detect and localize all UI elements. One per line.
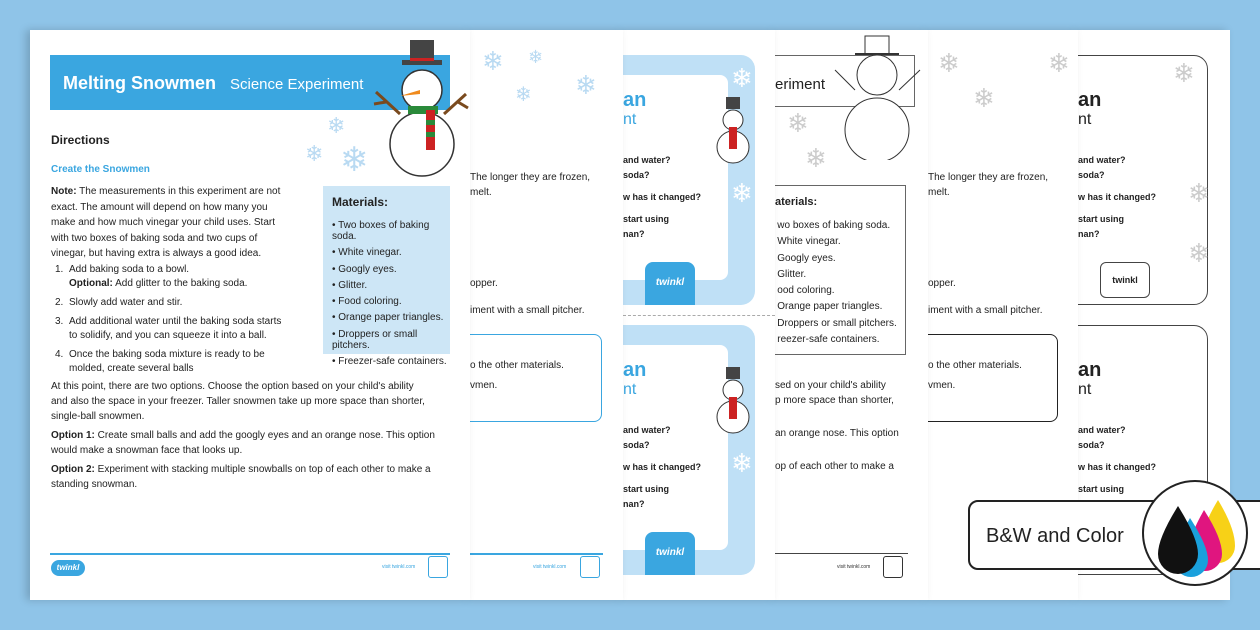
text-line: vmen.: [470, 380, 498, 391]
step-number: 1.: [55, 264, 64, 275]
text-line: standing snowman.: [51, 479, 138, 490]
footer-link[interactable]: visit twinkl.com: [382, 564, 416, 570]
badge-label: B&W and Color: [986, 525, 1124, 547]
card-question: soda?: [623, 440, 650, 450]
text-line: o the other materials.: [928, 360, 1022, 371]
step-text: Add glitter to the baking soda.: [115, 278, 248, 289]
material-item: • reezer-safe containers.: [775, 334, 897, 345]
page-title: eriment: [775, 76, 826, 93]
card-question: soda?: [1078, 170, 1105, 180]
title-bold: Melting Snowmen: [63, 73, 216, 93]
card-question: w has it changed?: [1078, 462, 1157, 472]
color-page-two: ❄ ❄ ❄ ❄ The longer they are frozen, melt. opper. iment with a small pitcher. o the other materials. vmen. visit twinkl.com: [470, 30, 623, 600]
step-number: 4.: [55, 349, 64, 360]
card-title: an: [623, 89, 647, 111]
text-line: opper.: [928, 278, 956, 289]
twinkl-logo: twinkl: [1100, 262, 1150, 298]
footer-link[interactable]: visit twinkl.com: [837, 564, 871, 570]
card-question: and water?: [1078, 425, 1126, 435]
text-line: Experiment with stacking multiple snowballs on top of each other to make a: [97, 464, 431, 475]
text-line: p more space than shorter,: [775, 395, 894, 406]
title-rest: Science Experiment: [230, 76, 364, 93]
text-line: melt.: [928, 187, 950, 198]
text-line: op of each other to make a: [775, 461, 894, 472]
text-line: opper.: [470, 278, 498, 289]
text-line: melt.: [470, 187, 492, 198]
material-item: • Glitter.: [775, 269, 897, 280]
steps-list: [55, 263, 281, 376]
materials-list: [332, 220, 450, 372]
material-item: • White vinegar.: [332, 247, 450, 258]
card-question: start using: [1078, 484, 1125, 494]
step-text: Add additional water until the baking soda starts: [69, 316, 282, 327]
card-question: soda?: [623, 170, 650, 180]
subheading: Create the Snowmen: [51, 164, 150, 175]
card-title: an: [1078, 359, 1102, 381]
step-text: molded, create several balls: [69, 363, 194, 374]
snowman-outline-icon: [825, 30, 925, 160]
card-title: an: [623, 359, 647, 381]
material-item: • White vinegar.: [775, 236, 897, 247]
card-question: and water?: [623, 425, 671, 435]
twinkl-logo: twinkl: [645, 532, 695, 575]
materials-list: [775, 220, 897, 350]
note-paragraph: [51, 184, 280, 262]
material-item: • Droppers or small pitchers.: [775, 318, 897, 329]
text-line: with two boxes of baking soda and two cups of: [51, 232, 258, 244]
card-subtitle: nt: [623, 111, 637, 128]
step-text: Slowly add water and stir.: [69, 297, 183, 308]
text-line: would make a snowman face that looks up.: [51, 445, 243, 456]
material-item: • wo boxes of baking soda.: [775, 220, 897, 231]
text-line: exact. The amount will depend on how many you: [51, 201, 268, 213]
snowman-icon: [708, 92, 758, 167]
card-question: start using: [623, 484, 670, 494]
option-label: Option 1:: [51, 430, 95, 441]
twinkl-logo: twinkl: [51, 560, 85, 576]
text-line: Create small balls and add the googly eyes and an orange nose. This option: [97, 430, 435, 441]
text-line: At this point, there are two options. Choose the option based on your child's ability: [51, 381, 414, 392]
card-question: start using: [1078, 214, 1125, 224]
material-item: • Freezer-safe containers.: [332, 356, 450, 367]
text-line: iment with a small pitcher.: [928, 305, 1043, 316]
text-line: vmen.: [928, 380, 956, 391]
text-line: and also the space in your freezer. Taller snowmen take up more space than shorter,: [51, 396, 425, 407]
card-question: w has it changed?: [1078, 192, 1157, 202]
snowman-icon: [370, 32, 470, 180]
material-item: • Googly eyes.: [775, 253, 897, 264]
option-label: Option 2:: [51, 464, 95, 475]
footer-link[interactable]: visit twinkl.com: [533, 564, 567, 570]
card-question: and water?: [623, 155, 671, 165]
step-number: 2.: [55, 297, 64, 308]
text-line: sed on your child's ability: [775, 380, 886, 391]
material-item: • Droppers or small pitchers.: [332, 329, 450, 351]
card-question: nan?: [623, 499, 645, 509]
card-question: soda?: [1078, 440, 1105, 450]
card-question: w has it changed?: [623, 192, 702, 202]
text-line: The longer they are frozen,: [470, 172, 591, 183]
activity-box: [928, 334, 1058, 422]
text-line: iment with a small pitcher.: [470, 305, 585, 316]
step-text: Once the baking soda mixture is ready to be: [69, 349, 265, 360]
note-label: Note:: [51, 186, 77, 197]
text-line: The measurements in this experiment are not: [79, 186, 281, 197]
text-line: make and how much vinegar your child uses. Start: [51, 217, 275, 228]
bw-page-one: eriment ❄ ❄ aterials: • wo boxes of baking soda. • White vinegar. • Googly eyes. • Glitter. • ood coloring. • Orange paper triangles. • Droppers or small pitchers. • reezer-safe containers. sed on your child's ability p more space than shorter, an orange nose. This option op of each other to make a visit twinkl.com: [775, 30, 928, 600]
card-subtitle: nt: [1078, 111, 1092, 128]
material-item: • Orange paper triangles.: [775, 301, 897, 312]
bw-page-two: ❄ ❄ ❄ The longer they are frozen, melt. opper. iment with a small pitcher. o the other materials. vmen.: [928, 30, 1078, 600]
card-question: and water?: [1078, 155, 1126, 165]
card-question: nan?: [1078, 229, 1100, 239]
step-text: to solidify, and you can squeeze it into a ball.: [69, 330, 267, 341]
text-line: The longer they are frozen,: [928, 172, 1049, 183]
snowman-icon: [708, 362, 758, 437]
main-page: Melting Snowmen Science Experiment ❄ ❄ ❄ Directions Create the Snowmen Note: The measurements in this experiment are not exact. The amount will depend on how many you make and how much vinegar your child uses. Start with two boxes of baking soda and two cups of vinegar, but having extra is always a good idea. 1. Add baking soda to a bowl. Optional: Add glitter to the baking soda. 2. Slowly add water and stir. 3. Add additional water until the baking soda starts to solidify, and you can squeeze it into a ball. 4. Once the baking soda mixture is ready to be molded, create several balls Materials: • Two boxes of baking soda. • White vinegar. • Googly eyes. • Glitter. • Food coloring. • Orange paper triangles. • Droppers or small pitchers. • Freezer-safe containers. At this point, there are two options. Choose the option based on your child's ability and also the space in your freezer. Taller snowmen take up more space than shorter, single-ball snowmen. Option 1: Create small balls and add the googly eyes and an orange nose. This option would make a snowman face that looks up. Option 2: Experiment with stacking multiple snowballs on top of each other to make a standing snowman. twinkl visit twinkl.com: [30, 30, 470, 600]
directions-heading: Directions: [51, 133, 110, 147]
material-item: • Glitter.: [332, 280, 450, 291]
text-line: vinegar, but having extra is always a good idea.: [51, 248, 262, 259]
materials-box: [323, 186, 450, 368]
activity-box: [470, 334, 602, 422]
material-item: • Orange paper triangles.: [332, 312, 450, 323]
options-section: [51, 379, 435, 492]
material-item: • Googly eyes.: [332, 264, 450, 275]
footer-divider: [50, 553, 450, 555]
twinkl-logo: twinkl: [645, 262, 695, 305]
card-subtitle: nt: [623, 381, 637, 398]
card-title: an: [1078, 89, 1102, 111]
materials-heading: aterials:: [775, 196, 818, 208]
color-card-page: ❄ ❄ ❄ an nt and water? soda? w has it changed? start using nan? twinkl an nt and water? soda? w has it changed? start using nan? twinkl: [623, 30, 775, 600]
material-item: • Food coloring.: [332, 296, 450, 307]
ink-drops-icon: [1140, 478, 1260, 588]
card-question: nan?: [623, 229, 645, 239]
text-line: o the other materials.: [470, 360, 564, 371]
optional-label: Optional:: [69, 278, 113, 289]
card-question: w has it changed?: [623, 462, 702, 472]
card-question: start using: [623, 214, 670, 224]
material-item: • ood coloring.: [775, 285, 897, 296]
bw-card-page: ❄ ❄ ❄ an nt and water? soda? w has it changed? start using nan? twinkl an nt and water? soda? w has it changed? start using: [1078, 30, 1230, 600]
material-item: • Two boxes of baking soda.: [332, 220, 450, 242]
materials-heading: Materials:: [332, 195, 389, 209]
step-number: 3.: [55, 316, 64, 327]
text-line: single-ball snowmen.: [51, 411, 145, 422]
card-subtitle: nt: [1078, 381, 1092, 398]
text-line: an orange nose. This option: [775, 428, 899, 439]
step-text: Add baking soda to a bowl.: [69, 264, 190, 275]
